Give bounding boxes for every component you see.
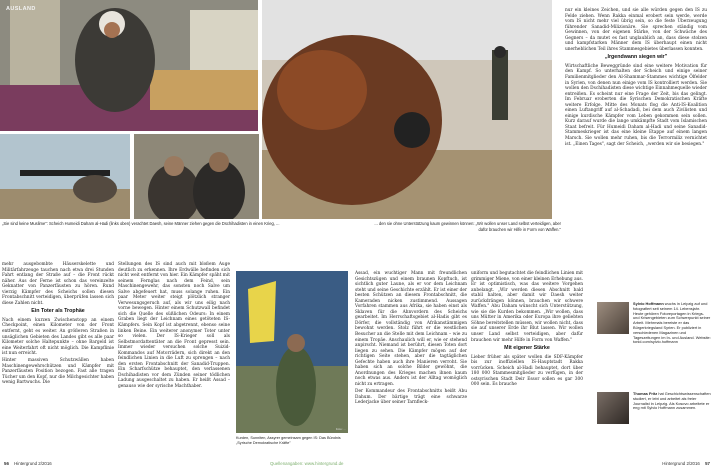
- author-name-1: Sylvio Hoffmann: [633, 301, 664, 306]
- photo-credit: Foto: ...: [335, 427, 346, 431]
- body-paragraph: mehr ausgebombte Häuserskelette und Militärfahrzeuge tauchen nach etwa drei Stunden Fahrt entlang der Straße auf – die Front rückt näher. Aus der Ferne ist schon das vereinzelte Geknatter von Panzerfäusten zu hören. Rund vierzig Kämpfer des Scheichs sollen diesen Frontabschnitt verteidigen, überprüfen lassen sich diese Zahlen nicht.: [2, 262, 114, 306]
- caption-left: „Sie sind keine Muslime": Scheich Humeidi Daham al-Hadi (links oben) verachtet Daesh, seine Männer ziehen gegen die Dschihadisten in einen Krieg, ...: [2, 221, 280, 226]
- body-paragraph: Hinter massiven Schutzwällen haben Maschinengewehrschützen und Kämpfer mit Panzerfäusten Position bezogen. Fast alle tragen Tücher um den Kopf, nur die Milchgesichter haben wenig Bartwuchs. Die: [2, 358, 114, 386]
- photo-wreck-graphic: [262, 0, 552, 219]
- page-number-right: 57: [705, 461, 710, 466]
- author-text-2: hat Geschichtswissenschaften studiert, er lebt und arbeitet als freier Journalist in Leipzig. Als Kosovo arbeitete er eng mit Sylvio Hoffmann zusammen.: [633, 391, 711, 411]
- section-label: AUSLAND: [6, 6, 36, 12]
- author-bio-1: [597, 302, 711, 345]
- author-name-2: Thomas Fritz: [633, 391, 658, 396]
- subheading-irgendwann: „Irgendwann siegen wir": [604, 54, 668, 61]
- body-paragraph: uniform und begutachtet die feindlichen Linien mit grimmiger Miene, von einer kleinen Erhebung aus. Er ist optimistisch, was das weitere Vorgehen anbelangt. „Wir werden diesen Abschnitt bald stabil halten, aber damit wir Daesh weiter zurückdrängen können, brauchen wir schwere Waffen." Abu Daham wünscht sich Unterstützung, wie sie die Kurden bekommen. „Wir wollen, dass uns Mütter in Amerika oder Europa ihre geliebten Söhne bereitstellen müssen, wir wollen nicht, dass sie auf unserer Erde ihr Blut lassen. Wir wollen unser Land selbst verteidigen, aber dafür brauchen wir mehr Hilfe in Form von Waffen.": [471, 271, 583, 343]
- footer-left: [4, 461, 52, 466]
- photo-inline-graphic: [236, 271, 348, 433]
- caption-right-2: dafür brauchen wir Hilfe in Form von Waffen.": [478, 227, 561, 232]
- body-paragraph: Nach einem kurzen Zwischenstopp an einem Checkpoint, einen Kilometer von der Front entfernt, geht es weiter. An größeren Straßen in unsäglichen Gebieten des Landes gibt es alle paar Kilometer solche Haltepunkte – ohne Bargeld ist eine Weiterfahrt oft nicht möglich. Die Kampflinie ist nun erreicht.: [2, 317, 114, 357]
- photo-wreck: [262, 0, 552, 219]
- photo-sheikh: [0, 0, 258, 131]
- body-paragraph: Assad, ein wuchtiger Mann mit freundlichen Gesichtszügen und einem braunen Kopftuch, ist sichtlich guter Laune, als er vor dem Leichnam steht und seine Geschichte erzählt. Er ist einer der besten Schützen an diesem Frontabschnitt, die Kameraden nicken zustimmend. Aussagen Vorfahren stammen aus Afrika, sie haben einst als Sklaven für die Ahnvordern des Scheichs gearbeitet. Im Herrschaftsgebiet al-Hadis gibt es Dörfer, die vollständig von Afrikanstämmigen bewohnt werden. Stolz führt er die westlichen Besucher an die Stelle mit dem Leichnam – wie zu einem Tropäe. Anschaulich will er, wie er stehend anpirscht. Niemand ist berührt, diesen Toten dort liegen zu sehen. Die Kämpfer mögen auf der richtigen Seite stehen, aber die tagtäglichen Gefechte haben auch ihre Manieren verroht. Sie haben sich an solche Bilder gewöhnt, die Anordnungen des Krieges machen ihnen kaum noch etwas aus. Anders ist der Alltag womöglich nicht zu ertragen.: [355, 271, 467, 387]
- author-text-1: wuchs in Leipzig auf und fotografiert seit seinem 14. Lebensjahr. Heute gehören Fotoreportagen in Kriegs- und Krisengebieten zum Schwerpunkt seiner Arbeit. Mehrmals bereiste er das Bürgerkriegsland Syrien. Er publiziert in verschiedenen Magazinen und Tageszeitungen im In- und Ausland. Website: tonid.com/sylvio.hoffmann: [633, 301, 711, 345]
- subheading-toten: Ein Toter als Trophäe: [31, 308, 85, 315]
- issue-right: Hintergrund 2/2016: [662, 461, 700, 466]
- top-right-paragraph-2: Wirtschaftliche Beweggründe sind eine weitere Motivation für den Kampf. So unterhalten der Scheich und einige seiner Familienmitglieder den Al-Shammar-Stammes wichtige Ölfelder in Syrien, von denen nun einige vom IS kontrolliert werden. Sie wollen den Dschihadisten diese wichtige Einnahmequelle wieder entreißen. Es scheint nur eine Frage der Zeit, bis das gelingt. Im Februar eroberten die Syrischen Demokratischen Kräfte weitere Erfolge. Mitte des Monats flog die Anti-IS-Koalition einen Luftangriff auf al-Schadadi, bei dem auch Zivilisten und einige kurdische Kämpfer vom Leben gekommen sein sollen. Kurz darauf wurde die lange umkämpfte Stadt vom Islamischen Staat befreit. Für Humeidi Daham al-Hadi und seine Sanadid-Stammeskrieger ist das eine kleine Etappe auf einem langen Marsch. Sie wollen mehr ruhen, bis die Terrormiliz vernichtet ist. „Einen Tages", sagt der Scheich, „werden wir sie besiegen.": [565, 63, 707, 147]
- photo-fighters: [134, 134, 259, 219]
- body-column-3: [355, 271, 467, 407]
- photo-gunner-graphic: [0, 134, 130, 219]
- body-paragraph: Der Kommandeur des Frontabschnitts heißt Abu Dahum. Der bärtige trägt eine schwarze Lederjacke über seiner Tarnfleck-: [355, 388, 467, 406]
- body-paragraph: Stellungen des IS sind auch mit bloßem Auge deutlich zu erkennen. Ihre Erdwälle befinden sich nicht weit entfernt von hier. Ein Kämpfer späht mit seinem Fernglas nach dem Feind, sein Maschinengewehr, das sonsten noch Salve um Salve abgefeuert hat, muss solange ruhen. Ein paar Meter weiter steigt plötzlich stranger Verwesungsgeruch auf, als wir uns eilig nach vorne bewegen. Hinter einem Schutzwall befindet sich die Quelle des süßlichen Odeurs: In einem Graben liegt der Leichnam eines getöteten IS-Kämpfers. Sein Kopf ist abgetrennt, ebenso seine linken Beine. Ein weiterer anonymer Toter unter so vielen. Der IS-Krieger soll als Selbstmordattentäter an die Front gepresst sein. Immer wieder versuchen solche Suizid-Kommandos auf Motorrädern, sich direkt an den feindlichen Linien in die Luft zu sprengen – nach den ersten Frontabschnitt der Sanadid-Truppen. Ein Scharfschütze behauptet, den verlassenen Dschihadisten vor dem Zünden seiner tödlichen Ladung ausgeschaltet zu haben. Er heißt Assad – genauso wie der syrische Machthaber.: [118, 262, 230, 390]
- top-right-paragraph: nur ein kleines Zeichen, und sie alle würden gegen den IS zu Felde ziehen. Wenn Rakka einmal erobert sein werde, werde vom IS nicht mehr viel übrig sein, so die feste Überzeugung führender Sanadid-Milizionäre. Sie sprechen ständig vom Gewinnen, von der eigenen Stärke, von der Schwäche des Gegners – da mutet es fast unglaublich an, dass diese stolzen und kampfstarken Männer dem IS überhaupt einen nicht unerheblichen Teil ihres Stammesgebietes überlassen konnten.: [565, 8, 707, 52]
- caption-right-1: ... den sie ohne Unterstützung kaum gewinnen können: „Wir wollen unser Land selbst verteidigen, aber: [374, 221, 561, 226]
- footer-right: [662, 461, 710, 466]
- body-paragraph: Lieber früher als später wollen die SDF-Kämpfer bis zur inoffiziellen IS-Hauptstadt Rakka vorrücken. Scheich al-Hadi behauptet, dort über 180 000 Stammesmitglieder zu verfügen, in der ostsyrischen Stadt Deir Essor sollen es gar 300 000 sein. Es brauche: [471, 354, 583, 388]
- footer-center: Quellenangaben: www.hintergrund.de: [270, 461, 344, 466]
- photo-inline: [236, 271, 348, 433]
- body-column-1: [2, 262, 114, 387]
- page-number-left: 56: [4, 461, 9, 466]
- top-right-column: [565, 8, 707, 149]
- issue-left: Hintergrund 2/2016: [14, 461, 52, 466]
- author-bio-2: [597, 392, 711, 411]
- photo-sheikh-graphic: [0, 0, 258, 131]
- photo-fighters-graphic: [134, 134, 259, 219]
- body-column-2: [118, 262, 230, 391]
- caption-inline: Kurden, Sunniten, Assyrer gemeinsam gegen IS: Das Bündnis „Syrische Demokratische Kräfte": [236, 436, 341, 445]
- body-column-4: [471, 271, 583, 389]
- subheading-mit-eigener: Mit eigener Stärke: [504, 345, 550, 352]
- photo-gunner: [0, 134, 130, 219]
